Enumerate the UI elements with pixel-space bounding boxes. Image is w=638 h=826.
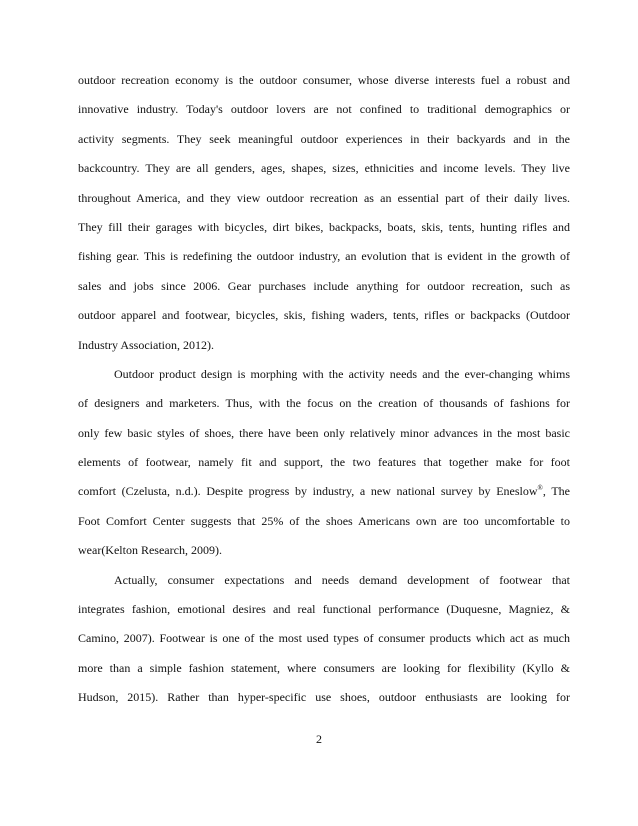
text-line: only few basic styles of shoes, there have been only relatively minor advances in the most basic [78,425,570,440]
text-line: outdoor apparel and footwear, bicycles, skis, fishing waders, tents, rifles or backpacks (Outdoor [78,308,570,323]
text-line-indented: Outdoor product design is morphing with the activity needs and the ever-changing whims [114,366,570,381]
text-line: Camino, 2007). Footwear is one of the most used types of consumer products which act as much [78,631,570,646]
text-line: Hudson, 2015). Rather than hyper-specific use shoes, outdoor enthusiasts are looking for [78,690,570,705]
text-line: of designers and marketers. Thus, with the focus on the creation of thousands of fashions for [78,396,570,411]
registered-mark: ® [537,484,543,493]
text-line: more than a simple fashion statement, where consumers are looking for flexibility (Kyllo & [78,660,570,675]
text-line: throughout America, and they view outdoor recreation as an essential part of their daily lives. [78,190,570,205]
text-line: outdoor recreation economy is the outdoor consumer, whose diverse interests fuel a robust and [78,73,570,87]
text-line: backcountry. They are all genders, ages, shapes, sizes, ethnicities and income levels. They live [78,161,570,176]
text-line: innovative industry. Today's outdoor lovers are not confined to traditional demographics or [78,102,570,117]
body-text [78,66,570,713]
text-line: They fill their garages with bicycles, dirt bikes, backpacks, boats, skis, tents, hunting rifles and [78,219,570,234]
text-line: sales and jobs since 2006. Gear purchases include anything for outdoor recreation, such as [78,278,570,293]
text-line: wear(Kelton Research, 2009). [78,543,222,558]
page-number: 2 [316,732,322,746]
text-segment: , The [542,484,570,499]
text-line: activity segments. They seek meaningful outdoor experiences in their backyards and in the [78,131,570,146]
text-line: Foot Comfort Center suggests that 25% of the shoes Americans own are too uncomfortable to [78,513,570,528]
text-line: fishing gear. This is redefining the outdoor industry, an evolution that is evident in the growth of [78,249,570,264]
text-segment: comfort (Czelusta, n.d.). Despite progress by industry, a new national survey by Eneslow [78,484,538,499]
text-line-indented: Actually, consumer expectations and needs demand development of footwear that [114,572,570,587]
text-line: elements of footwear, namely fit and support, the two features that together make for foot [78,455,570,470]
text-line: integrates fashion, emotional desires and real functional performance (Duquesne, Magniez, & [78,602,570,617]
text-line-with-superscript [78,477,570,506]
text-line: Industry Association, 2012). [78,337,214,352]
